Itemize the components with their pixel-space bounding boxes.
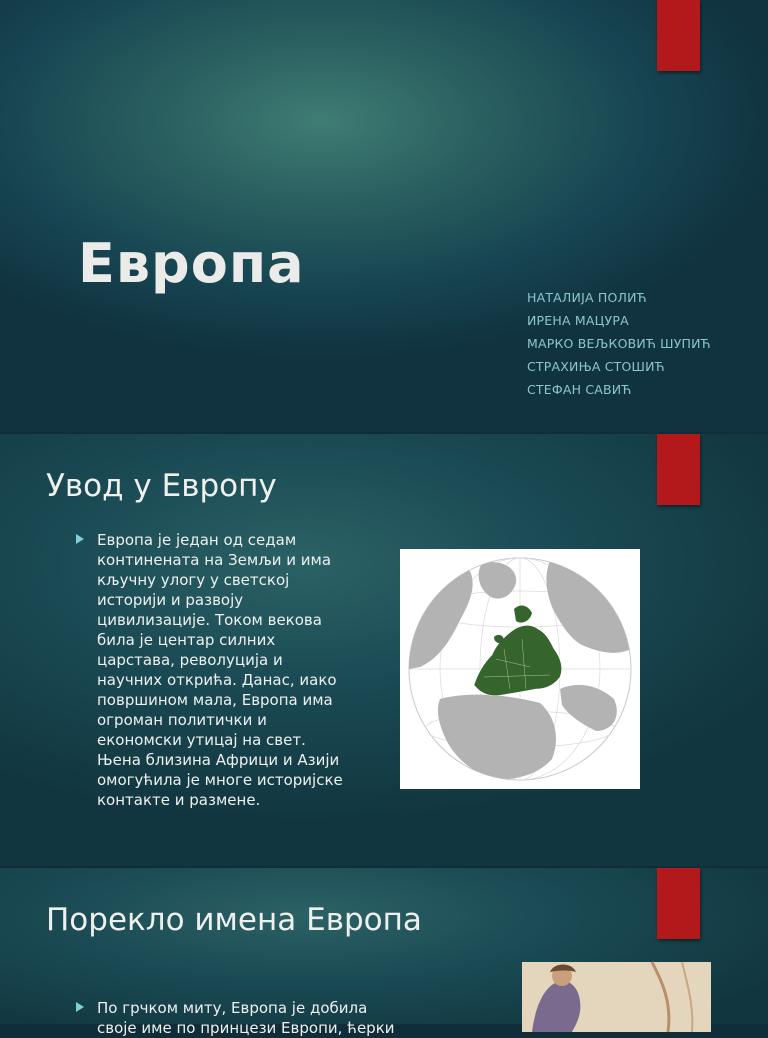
bullet-text: По грчком миту, Европа је добила своје име по принцези Европи, ћерки: [97, 999, 395, 1037]
fresco-painting-icon: [522, 962, 711, 1032]
slide-title: Порекло имена Европа: [46, 902, 422, 938]
authors-list: [527, 288, 711, 403]
triangle-bullet-icon: [76, 534, 84, 544]
red-accent-tab: [657, 434, 700, 505]
author-name: СТРАХИЊА СТОШИЋ: [527, 359, 665, 374]
name-origin-slide: [0, 868, 768, 1037]
author-name: ИРЕНА МАЦУРА: [527, 313, 629, 328]
globe-map-icon: [400, 549, 640, 789]
bullet-item: [75, 998, 405, 1038]
bullet-list: [75, 530, 345, 810]
red-accent-tab: [657, 0, 700, 71]
presentation-title: Европа: [78, 232, 305, 295]
bullet-text: Европа је један од седам континената на Земљи и има кључну улогу у светској историји и развоју цивилизације. Током векова била је центар силних царстава, револуција и научних открића. Данас, иако површином мала, Европа има огроман политички и економски утицај на свет. Њена близина Африци и Азији омогућила је многе историјске контакте и размене.: [97, 531, 343, 809]
europe-globe-map-image: [400, 549, 640, 789]
triangle-bullet-icon: [76, 1002, 84, 1012]
europa-fresco-image: [522, 962, 711, 1032]
slide-title: Увод у Европу: [46, 468, 277, 504]
red-accent-tab: [657, 868, 700, 939]
bullet-list: [75, 998, 405, 1038]
author-name: НАТАЛИЈА ПОЛИЋ: [527, 290, 647, 305]
author-name: МАРКО ВЕЉКОВИЋ ШУПИЋ: [527, 336, 711, 351]
author-name: СТЕФАН САВИЋ: [527, 382, 632, 397]
title-slide: [0, 0, 768, 432]
bullet-item: [75, 530, 345, 810]
intro-slide: [0, 434, 768, 866]
